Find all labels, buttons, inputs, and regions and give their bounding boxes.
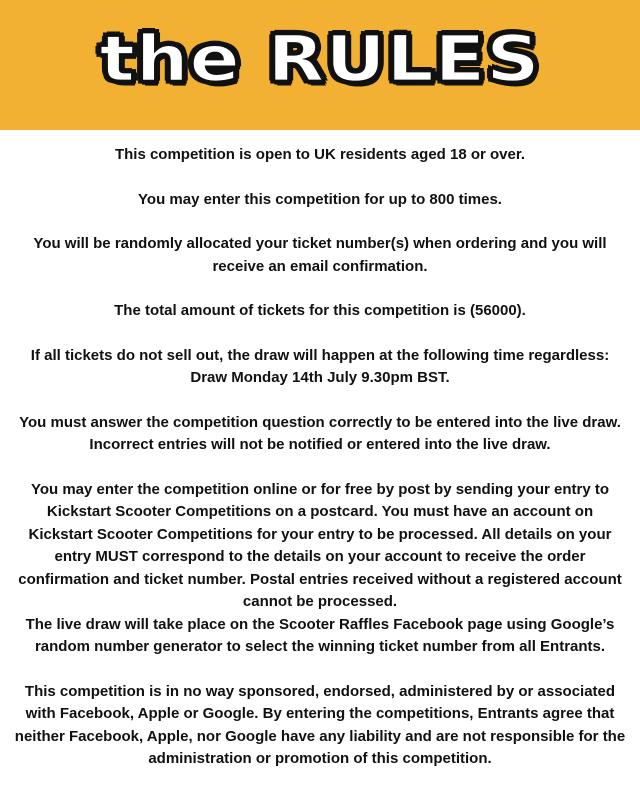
rule-ticket-allocation: You will be randomly allocated your ticket number(s) when ordering and you will receive an email confirmation. (33, 235, 607, 275)
page-title: the RULES (99, 22, 541, 96)
rule-total-tickets: The total amount of tickets for this competition is (56000). (114, 302, 526, 319)
rules-content (0, 130, 640, 771)
rule-competition-question: You must answer the competition question correctly to be entered into the live draw. Incorrect entries will not be notified or entered into the live draw. (19, 413, 621, 453)
rule-max-entries: You may enter this competition for up to 800 times. (138, 190, 502, 208)
rule-eligibility: This competition is open to UK residents aged 18 or over. (114, 146, 526, 163)
rule-live-draw: The live draw will take place on the Scooter Raffles Facebook page using Google’s random number generator to select the winning ticket number from all Entrants. (25, 615, 615, 655)
rule-disclaimer: This competition is in no way sponsored, endorsed, administered by or associated with Facebook, Apple or Google. By entering the competitions, Entrants agree that neither Facebook, Apple, nor Google have any liability and are not responsible for the administration or promotion of this competition. (14, 682, 626, 767)
header-banner (0, 0, 640, 130)
rule-draw-time: If all tickets do not sell out, the draw will happen at the following time regardless: Draw Monday 14th July 9.30pm BST. (30, 346, 610, 386)
rule-postal-entry: You may enter the competition online or for free by post by sending your entry to Kickstart Scooter Competitions on a postcard. You must have an account on Kickstart Scooter Competitions for your entry to be processed. All details on your entry MUST correspond to the details on your account to receive the order confirmation and ticket number. Postal entries received without a registered account cannot be processed. (18, 480, 622, 610)
